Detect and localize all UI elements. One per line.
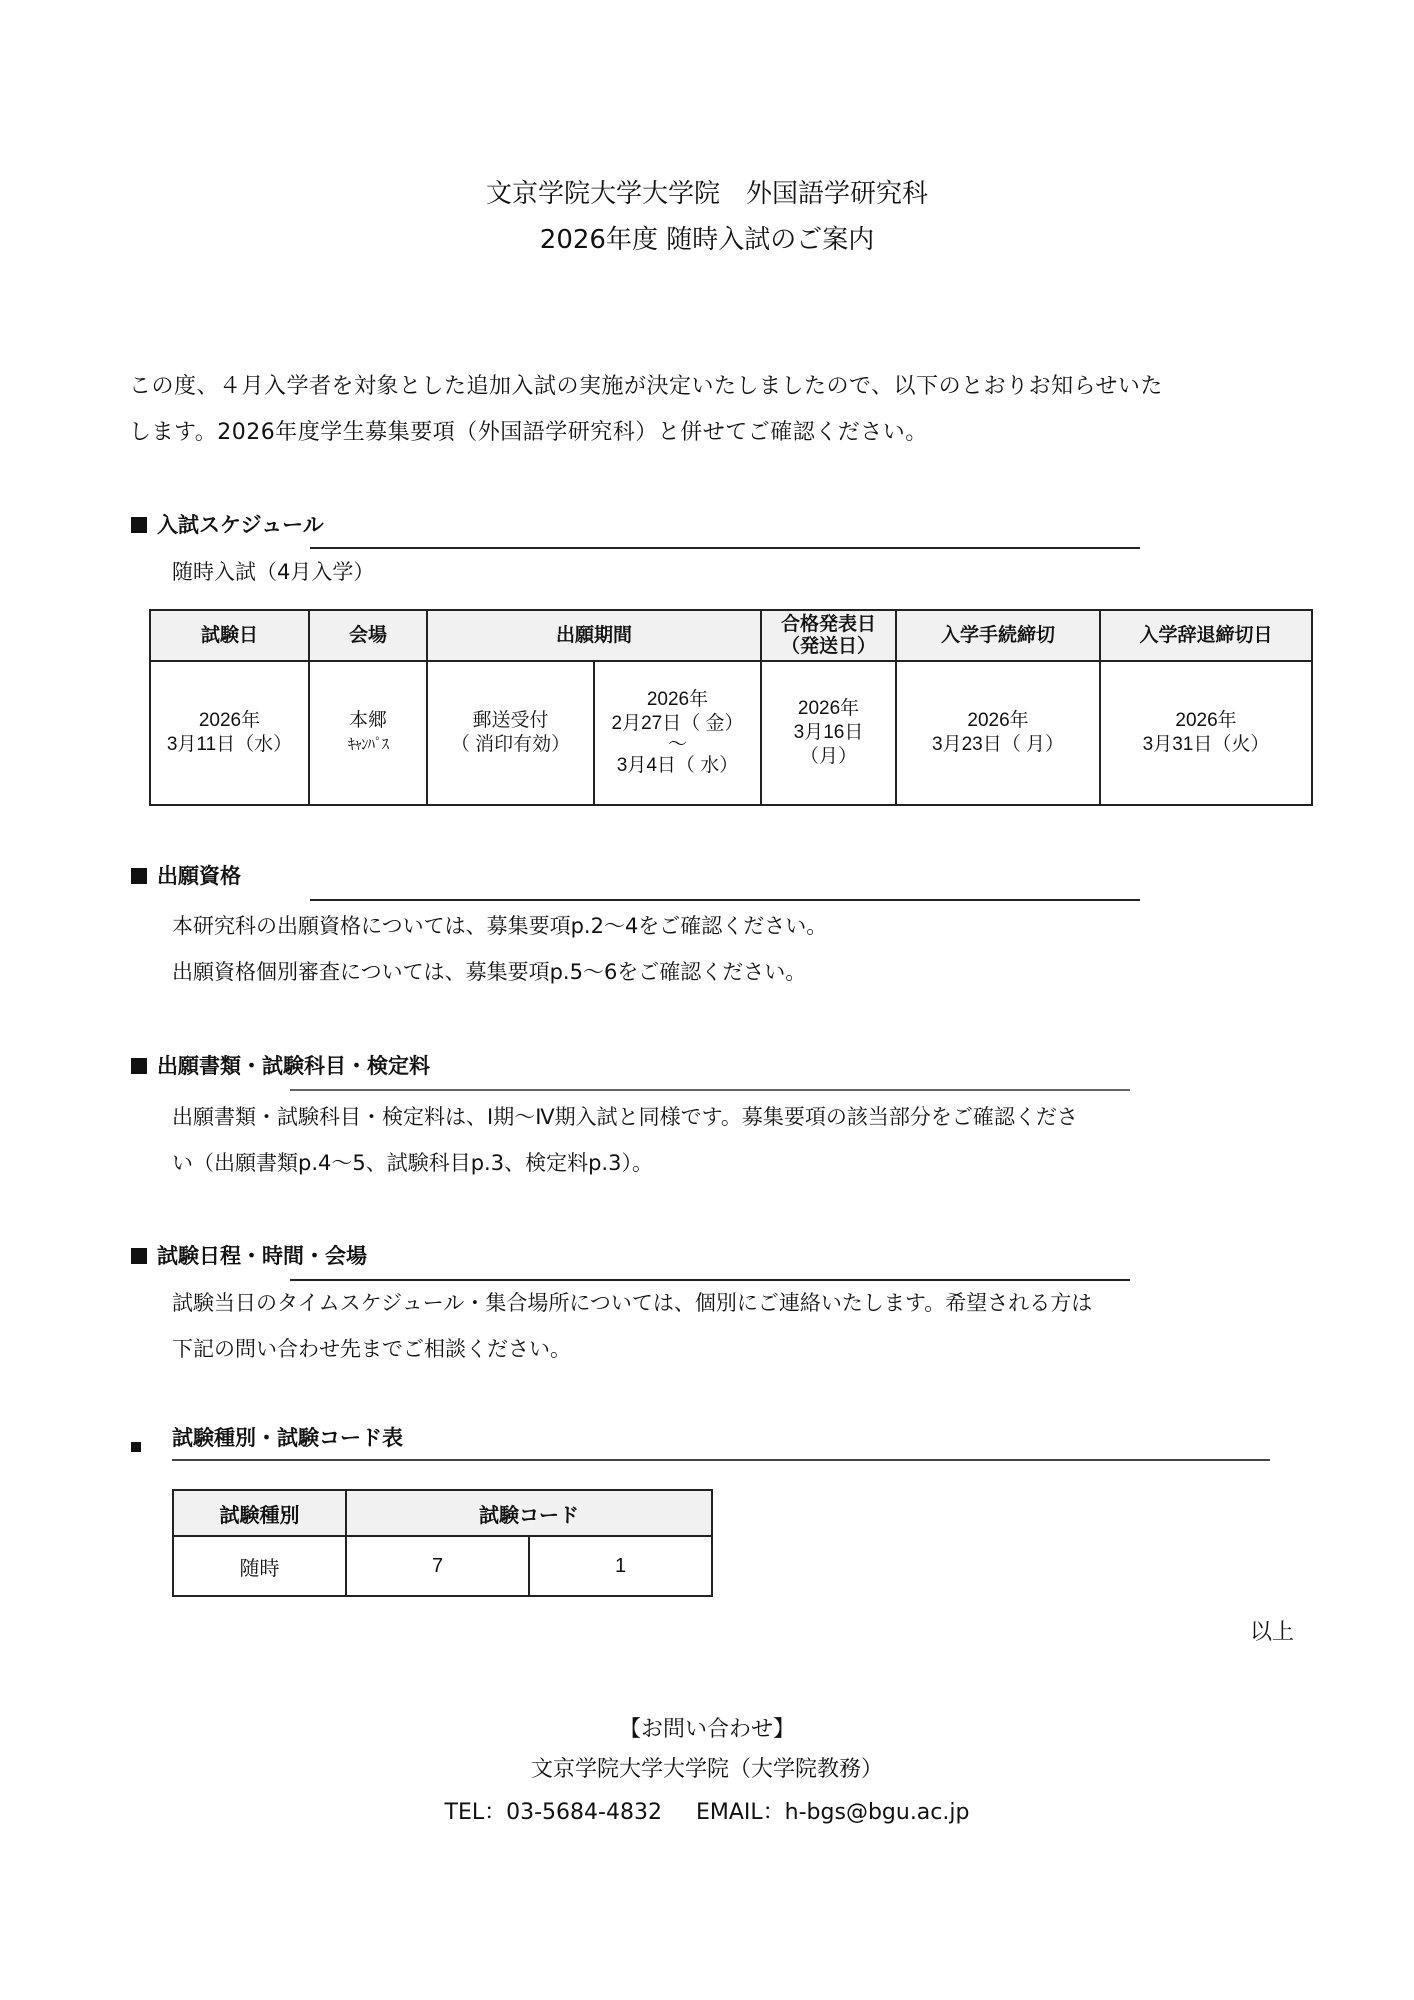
cell-line: ～ (668, 734, 688, 755)
intro-paragraph (129, 364, 1289, 456)
section-heading-eligibility (131, 862, 241, 890)
section-heading-text: 試験日程・時間・会場 (157, 1244, 367, 1268)
cell-line: 3月11日（水） (166, 734, 293, 755)
cell-line: 2026年 (1175, 710, 1237, 731)
exam-schedule-text (172, 1280, 1292, 1372)
schedule-table (149, 609, 1313, 806)
cell-line: 3月16日 (793, 722, 864, 743)
tel-label: TEL： (444, 1800, 507, 1825)
section-heading-exam-schedule (131, 1242, 367, 1270)
cell-line: 郵送受付 (472, 710, 549, 731)
cell-line: 2026年 (198, 710, 261, 731)
header-result-date-line: （発送日） (781, 635, 877, 657)
square-bullet-icon (131, 1248, 147, 1264)
square-bullet-icon (131, 868, 147, 884)
document-subtitle: 2026年度 随時入試のご案内 (539, 225, 875, 255)
header-result-date-line: 合格発表日 (781, 613, 877, 635)
text-line: 出願資格個別審査については、募集要項p.5～6をご確認ください。 (172, 960, 807, 984)
document-title: 文京学院大学大学院 外国語学研究科 (485, 179, 928, 209)
cell-line: ｷｬﾝﾊﾟｽ (347, 736, 388, 753)
header-exam-type: 試験種別 (173, 1490, 346, 1536)
section-heading-documents (131, 1052, 430, 1080)
header-enrollment-deadline: 入学手続締切 (896, 610, 1100, 661)
cell-line: 3月31日（火） (1142, 734, 1270, 755)
section-heading-text: 入試スケジュール (157, 513, 324, 537)
cell-exam-type: 随時 (173, 1536, 346, 1596)
section-rule (290, 1089, 1130, 1091)
cell-exam-date (150, 661, 309, 805)
header-exam-code: 試験コード (346, 1490, 712, 1536)
section-heading-text: 出願書類・試験科目・検定料 (157, 1054, 430, 1078)
table-header-row (173, 1490, 712, 1536)
intro-line: この度、４月入学者を対象とした追加入試の実施が決定いたしましたので、以下のとおりお知らせいた (129, 374, 1163, 399)
text-line: い（出願書類p.4～5、試験科目p.3、検定料p.3）。 (172, 1151, 653, 1175)
eligibility-text (172, 903, 1292, 995)
header-venue: 会場 (309, 610, 427, 661)
cell-application-dates (594, 661, 761, 805)
intro-line: します。2026年度学生募集要項（外国語学研究科）と併せてご確認ください。 (129, 420, 928, 445)
closing-mark: 以上 (1249, 1620, 1294, 1645)
table-row (173, 1536, 712, 1596)
cell-line: 2月27日（ 金） (611, 713, 744, 734)
text-line: 本研究科の出願資格については、募集要項p.2～4をご確認ください。 (172, 914, 828, 938)
square-bullet-icon (131, 1058, 147, 1074)
cell-line: 本郷 (348, 710, 387, 731)
email-label: EMAIL： (695, 1800, 785, 1825)
cell-withdrawal-deadline (1100, 661, 1312, 805)
contact-heading: 【お問い合わせ】 (618, 1717, 795, 1742)
section-heading-schedule (131, 511, 324, 539)
email-address[interactable]: h-bgs@bgu.ac.jp (784, 1800, 970, 1825)
section-rule (172, 1459, 1270, 1461)
cell-line: 2026年 (967, 710, 1029, 731)
cell-application-method (427, 661, 594, 805)
cell-line: 3月4日（ 水） (616, 755, 739, 776)
text-line: 試験当日のタイムスケジュール・集合場所については、個別にご連絡いたします。希望される方は (172, 1291, 1093, 1315)
header-application-period: 出願期間 (427, 610, 761, 661)
square-bullet-icon (131, 1442, 141, 1452)
contact-details (0, 1793, 1414, 1833)
cell-venue (309, 661, 427, 805)
text-line: 出願書類・試験科目・検定料は、Ⅰ期～Ⅳ期入試と同様です。募集要項の該当部分をご確認くださ (172, 1105, 1078, 1129)
cell-code-1: 7 (346, 1536, 529, 1596)
cell-line: 2026年 (646, 689, 709, 710)
section-rule (310, 899, 1140, 901)
header-withdrawal-deadline: 入学辞退締切日 (1100, 610, 1312, 661)
section-heading-text: 出願資格 (157, 864, 241, 888)
cell-enrollment-deadline (896, 661, 1100, 805)
header-result-date (761, 610, 896, 661)
table-header-row (150, 610, 1312, 661)
text-line: 下記の問い合わせ先までご相談ください。 (172, 1337, 571, 1361)
cell-line: （月） (800, 746, 858, 767)
cell-result-date (761, 661, 896, 805)
section-heading-codes: 試験種別・試験コード表 (172, 1426, 403, 1450)
exam-code-table (172, 1489, 713, 1597)
schedule-subtitle: 随時入試（4月入学） (172, 560, 375, 584)
table-row (150, 661, 1312, 805)
header-exam-date: 試験日 (150, 610, 309, 661)
square-bullet-icon (131, 517, 147, 533)
cell-code-2: 1 (529, 1536, 712, 1596)
tel-number: 03-5684-4832 (506, 1800, 662, 1825)
cell-line: 3月23日（ 月） (932, 734, 1064, 755)
cell-line: 2026年 (797, 698, 860, 719)
cell-line: （ 消印有効） (450, 734, 571, 755)
contact-organization: 文京学院大学大学院（大学院教務） (530, 1757, 883, 1782)
documents-text (172, 1094, 1292, 1186)
